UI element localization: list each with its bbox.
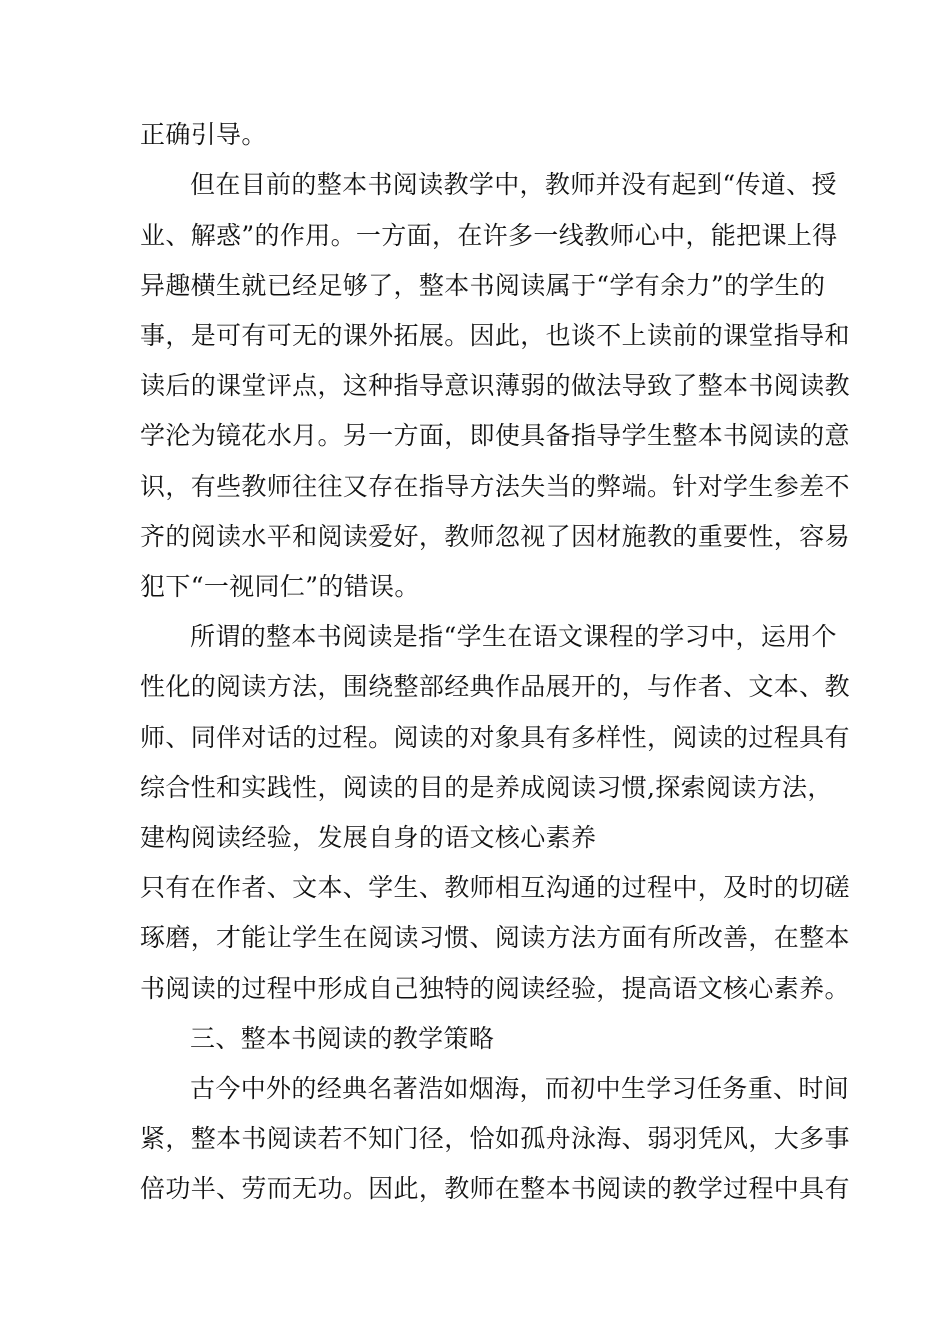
text-line: 紧，整本书阅读若不知门径，恰如孤舟泳海、弱羽凭风，大多事	[140, 1124, 850, 1153]
text-line: 性化的阅读方法，围绕整部经典作品展开的，与作者、文本、教	[140, 672, 850, 701]
text-line: 琢磨，才能让学生在阅读习惯、阅读方法方面有所改善，在整本	[140, 923, 850, 952]
text-line: 只有在作者、文本、学生、教师相互沟通的过程中，及时的切磋	[140, 873, 850, 902]
text-line: 业、解惑”的作用。一方面，在许多一线教师心中，能把课上得	[140, 221, 838, 250]
text-line: 异趣横生就已经足够了，整本书阅读属于“学有余力”的学生的	[140, 271, 826, 300]
text-line: 倍功半、劳而无功。因此，教师在整本书阅读的教学过程中具有	[140, 1174, 850, 1203]
text-line: 书阅读的过程中形成自己独特的阅读经验，提高语文核心素养。	[140, 974, 850, 1003]
text-line: 建构阅读经验，发展自身的语文核心素养	[140, 823, 597, 852]
text-line: 综合性和实践性，阅读的目的是养成阅读习惯,探索阅读方法，	[140, 773, 833, 802]
text-line: 齐的阅读水平和阅读爱好，教师忽视了因材施教的重要性，容易	[140, 522, 850, 551]
text-line: 读后的课堂评点，这种指导意识薄弱的做法导致了整本书阅读教	[140, 371, 850, 400]
section-heading: 三、整本书阅读的教学策略	[190, 1024, 495, 1053]
text-line: 犯下“一视同仁”的错误。	[140, 572, 420, 601]
paragraph-first-line: 但在目前的整本书阅读教学中，教师并没有起到“传道、授	[190, 170, 837, 199]
text-line: 识，有些教师往往又存在指导方法失当的弊端。针对学生参差不	[140, 472, 850, 501]
paragraph-first-line: 所谓的整本书阅读是指“学生在语文课程的学习中，运用个	[190, 622, 837, 651]
paragraph-first-line: 古今中外的经典名著浩如烟海，而初中生学习任务重、时间	[190, 1074, 850, 1103]
text-line: 学沦为镜花水月。另一方面，即使具备指导学生整本书阅读的意	[140, 421, 850, 450]
text-line: 师、同伴对话的过程。阅读的对象具有多样性，阅读的过程具有	[140, 723, 850, 752]
text-line: 事，是可有可无的课外拓展。因此，也谈不上读前的课堂指导和	[140, 321, 850, 350]
text-line: 正确引导。	[140, 120, 267, 149]
